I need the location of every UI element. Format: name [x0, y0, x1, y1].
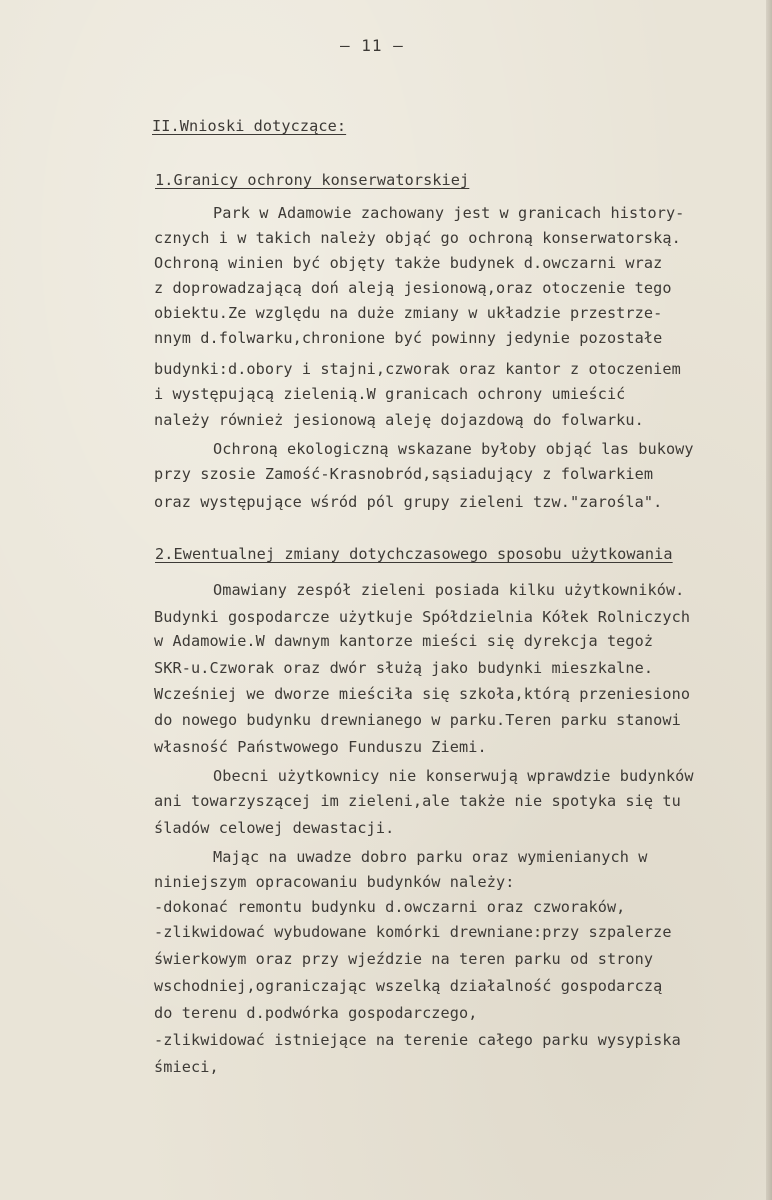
text-line: Budynki gospodarcze użytkuje Spółdzielnia Kółek Rolniczych [154, 608, 691, 626]
text-line: Ochroną ekologiczną wskazane byłoby objąć las bukowy [213, 440, 694, 458]
text-line: Wcześniej we dworze mieściła się szkoła,którą przeniesiono [154, 685, 691, 703]
text-line: nnym d.folwarku,chronione być powinny jedynie pozostałe [154, 329, 663, 347]
text-line: z doprowadzającą doń aleją jesionową,oraz otoczenie tego [154, 279, 672, 297]
text-line: i występującą zielenią.W granicach ochrony umieścić [154, 385, 626, 403]
text-line: Park w Adamowie zachowany jest w granicach history- [213, 204, 685, 222]
text-line: Omawiany zespół zieleni posiada kilku użytkowników. [213, 581, 685, 599]
list-item: -zlikwidować wybudowane komórki drewniane:przy szpalerze [154, 923, 672, 941]
text-line: ani towarzyszącej im zieleni,ale także nie spotyka się tu [154, 792, 681, 810]
text-line: Mając na uwadze dobro parku oraz wymienianych w [213, 848, 648, 866]
text-line: wschodniej,ograniczając wszelką działalność gospodarczą [154, 977, 663, 995]
text-line: niniejszym opracowaniu budynków należy: [154, 873, 515, 891]
subsection-2-heading: 2.Ewentualnej zmiany dotychczasowego sposobu użytkowania [155, 545, 673, 563]
text-line: w Adamowie.W dawnym kantorze mieści się dyrekcja tegoż [154, 632, 654, 650]
text-line: śmieci, [154, 1058, 219, 1076]
text-line: śladów celowej dewastacji. [154, 819, 395, 837]
text-line: Ochroną winien być objęty także budynek d.owczarni wraz [154, 254, 663, 272]
text-line: obiektu.Ze względu na duże zmiany w układzie przestrze- [154, 304, 663, 322]
text-line: cznych i w takich należy objąć go ochroną konserwatorską. [154, 229, 681, 247]
text-line: budynki:d.obory i stajni,czworak oraz kantor z otoczeniem [154, 360, 681, 378]
list-item: -dokonać remontu budynku d.owczarni oraz czworaków, [154, 898, 626, 916]
text-line: do nowego budynku drewnianego w parku.Teren parku stanowi [154, 711, 681, 729]
subsection-1-heading: 1.Granicy ochrony konserwatorskiej [155, 171, 470, 189]
page-number: – 11 – [340, 36, 404, 55]
text-line: SKR-u.Czworak oraz dwór służą jako budynki mieszkalne. [154, 659, 654, 677]
text-line: własność Państwowego Funduszu Ziemi. [154, 738, 487, 756]
text-line: świerkowym oraz przy wjeździe na teren parku od strony [154, 950, 654, 968]
section-heading: II.Wnioski dotyczące: [152, 117, 347, 135]
page-edge-shadow [766, 0, 772, 1200]
text-line: do terenu d.podwórka gospodarczego, [154, 1004, 478, 1022]
text-line: należy również jesionową aleję dojazdową do folwarku. [154, 411, 644, 429]
text-line: przy szosie Zamość-Krasnobród,sąsiadujący z folwarkiem [154, 465, 654, 483]
list-item: -zlikwidować istniejące na terenie całego parku wysypiska [154, 1031, 681, 1049]
text-line: oraz występujące wśród pól grupy zieleni tzw."zarośla". [154, 493, 663, 511]
text-line: Obecni użytkownicy nie konserwują wprawdzie budynków [213, 767, 694, 785]
